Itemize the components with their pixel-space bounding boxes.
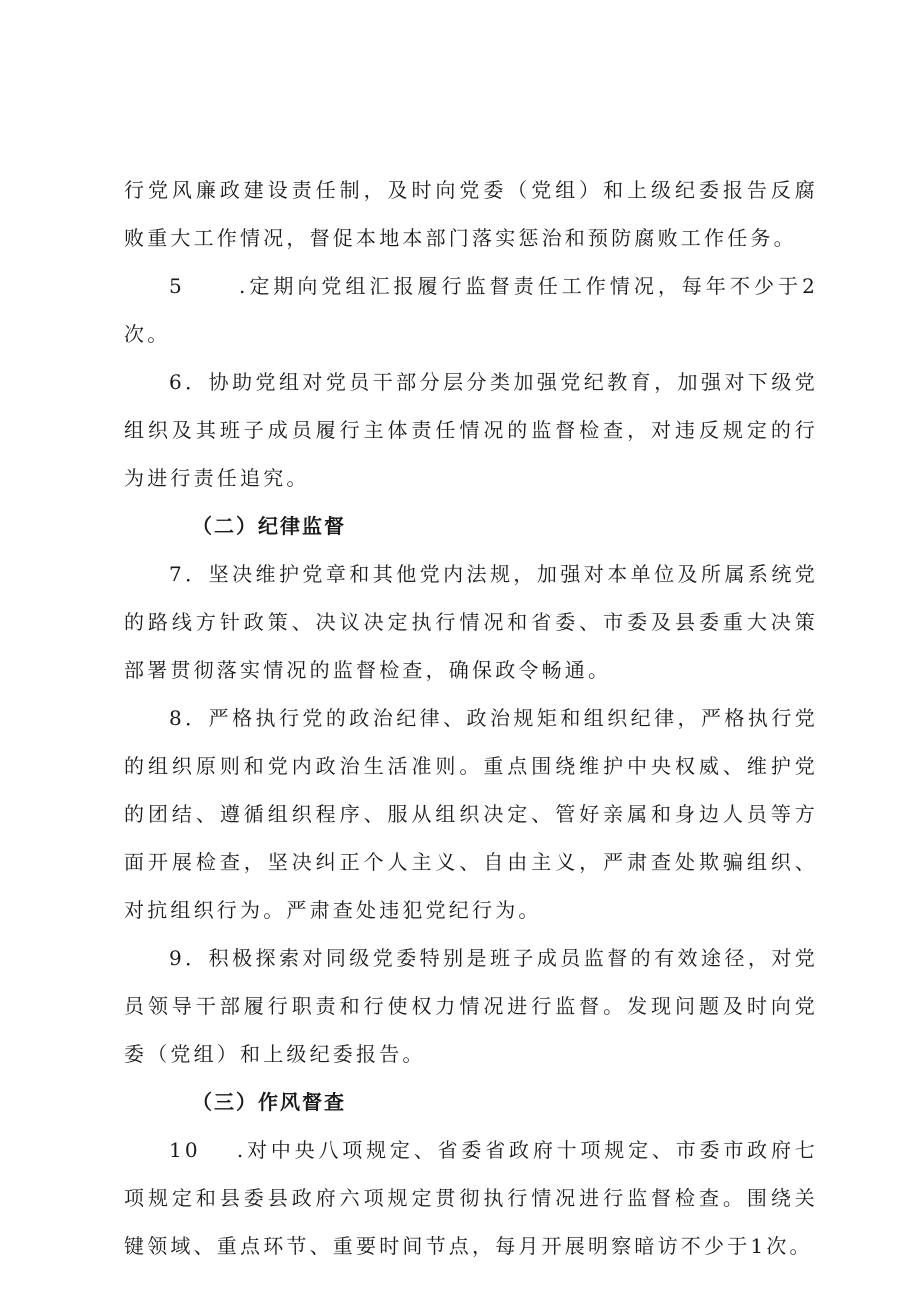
paragraph-item-6: 6．协助党组对党员干部分层分类加强党纪教育，加强对下级党组织及其班子成员履行主体责任情况的监督检查，对违反规定的行为进行责任追究。 [124,370,818,490]
paragraph-item-9: 9．积极探索对同级党委特别是班子成员监督的有效途径，对党员领导干部履行职责和行使权力情况进行监督。发现问题及时向党委（党组）和上级纪委报告。 [124,946,818,1066]
item-5-text: .定期向党组汇报履行监督责任工作情况，每年不少于2次。 [124,274,818,346]
item-5-number: 5 [169,274,185,298]
section-heading-discipline-supervision: （二）纪律监督 [192,514,346,538]
document-body [124,166,818,1270]
paragraph-item-7: 7．坚决维护党章和其他党内法规，加强对本单位及所属系统党的路线方针政策、决议决定执行情况和省委、市委及县委重大决策部署贯彻落实情况的监督检查，确保政令畅通。 [124,562,818,682]
item-10-number: 10 [169,1138,201,1162]
item-10-text: .对中央八项规定、省委省政府十项规定、市委市政府七项规定和县委县政府六项规定贯彻执行情况进行监督检查。围绕关键领域、重点环节、重要时间节点，每月开展明察暗访不少于1次。 [124,1138,818,1258]
paragraph-intro-continuation: 行党风廉政建设责任制，及时向党委（党组）和上级纪委报告反腐败重大工作情况，督促本地本部门落实惩治和预防腐败工作任务。 [124,178,818,250]
paragraph-item-5 [124,262,818,358]
paragraph-item-10 [124,1126,818,1270]
section-heading-work-style-inspection: （三）作风督查 [192,1090,346,1114]
paragraph-item-8: 8．严格执行党的政治纪律、政治规矩和组织纪律，严格执行党的组织原则和党内政治生活准则。重点围绕维护中央权威、维护党的团结、遵循组织程序、服从组织决定、管好亲属和身边人员等方面开展检查，坚决纠正个人主义、自由主义，严肃查处欺骗组织、对抗组织行为。严肃查处违犯党纪行为。 [124,706,818,922]
